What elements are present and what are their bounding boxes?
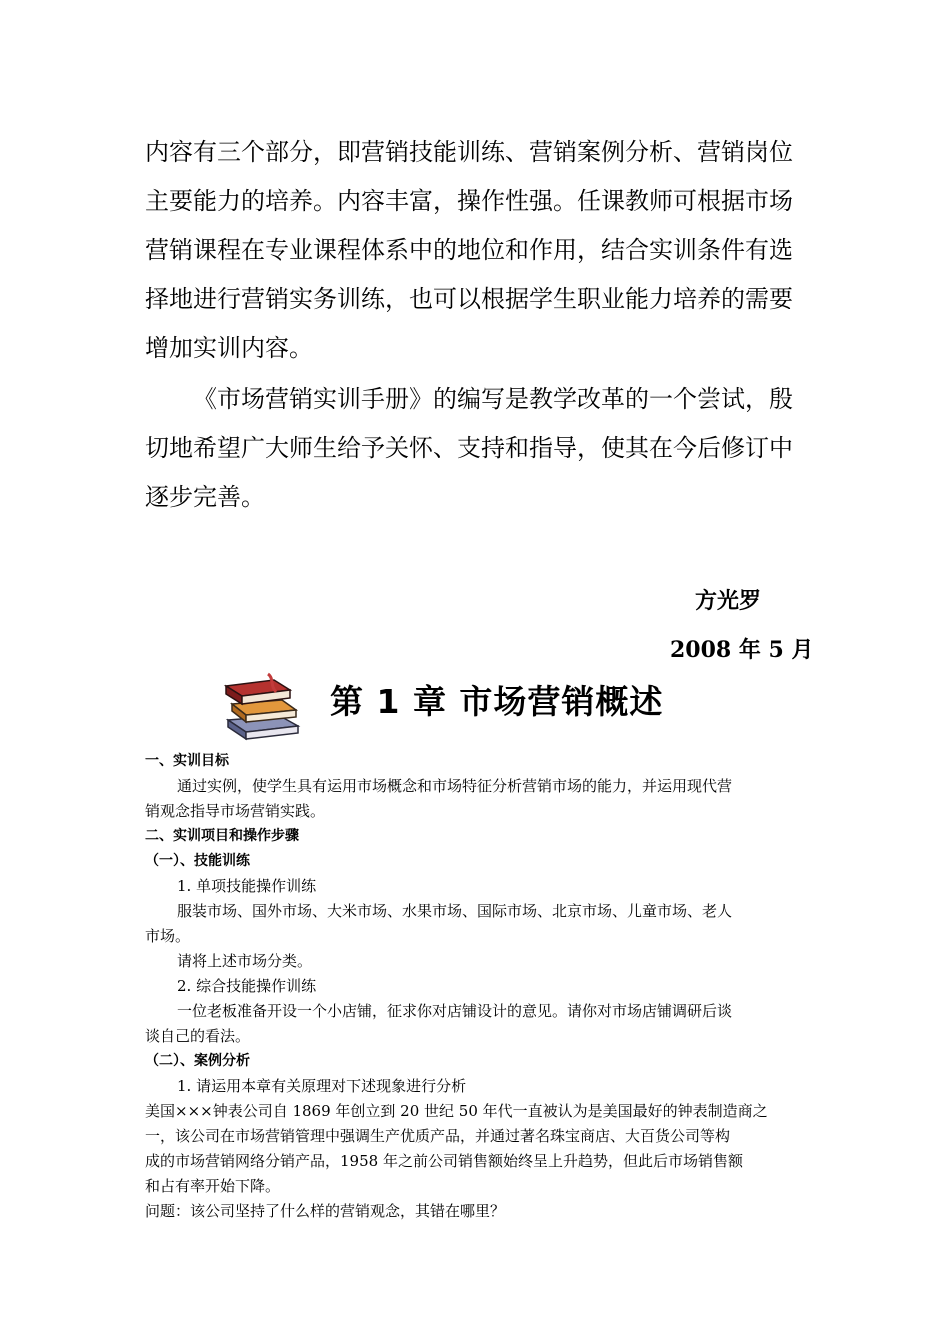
- text-line: 1. 单项技能操作训练: [177, 877, 317, 895]
- text-line: 2. 综合技能操作训练: [177, 977, 317, 995]
- section-heading: 二、实训项目和操作步骤: [145, 828, 299, 844]
- text-line: 内容有三个部分，即营销技能训练、营销案例分析、营销岗位: [145, 138, 793, 166]
- text-line: 增加实训内容。: [145, 334, 313, 362]
- text-line: 谈自己的看法。: [145, 1027, 251, 1045]
- text-line: 一位老板准备开设一个小店铺，征求你对店铺设计的意见。请你对市场店铺调研后谈: [177, 1002, 733, 1020]
- book-stack-icon: [218, 668, 304, 742]
- text-line: 请将上述市场分类。: [177, 952, 313, 970]
- text-line: 主要能力的培养。内容丰富，操作性强。任课教师可根据市场: [145, 187, 793, 215]
- section-heading: 一、实训目标: [145, 753, 229, 769]
- text-line: 逐步完善。: [145, 483, 265, 511]
- text-line: 问题：该公司坚持了什么样的营销观念，其错在哪里？: [145, 1202, 506, 1220]
- text-line: 市场。: [145, 927, 191, 945]
- subsection-heading: （一）、技能训练: [145, 853, 250, 869]
- text-line: 服装市场、国外市场、大米市场、水果市场、国际市场、北京市场、儿童市场、老人: [177, 902, 733, 920]
- text-line: 美国×××钟表公司自 1869 年创立到 20 世纪 50 年代一直被认为是美国最好的钟表制造商之: [145, 1102, 768, 1120]
- text-line: 通过实例，使学生具有运用市场概念和市场特征分析营销市场的能力，并运用现代营: [177, 777, 733, 795]
- chapter-title: 第 1 章 市场营销概述: [330, 682, 664, 721]
- text-line: 1. 请运用本章有关原理对下述现象进行分析: [177, 1077, 467, 1095]
- signature-date: 2008 年 5 月: [670, 637, 814, 663]
- chapter-body: [145, 749, 807, 1224]
- text-line: 《市场营销实训手册》的编写是教学改革的一个尝试，殷: [193, 385, 793, 413]
- text-line: 切地希望广大师生给予关怀、支持和指导，使其在今后修订中: [145, 434, 793, 462]
- closing-paragraph: [145, 375, 807, 522]
- text-line: 择地进行营销实务训练，也可以根据学生职业能力培养的需要: [145, 285, 793, 313]
- text-line: 销观念指导市场营销实践。: [145, 802, 326, 820]
- text-line: 一，该公司在市场营销管理中强调生产优质产品，并通过著名珠宝商店、大百货公司等构: [145, 1127, 731, 1145]
- intro-paragraph: [145, 128, 807, 373]
- author-signature: 方光罗: [695, 588, 762, 614]
- text-line: 和占有率开始下降。: [145, 1177, 281, 1195]
- subsection-heading: （二）、案例分析: [145, 1053, 250, 1069]
- text-line: 营销课程在专业课程体系中的地位和作用，结合实训条件有选: [145, 236, 793, 264]
- text-line: 成的市场营销网络分销产品，1958 年之前公司销售额始终呈上升趋势，但此后市场销售额: [145, 1152, 743, 1170]
